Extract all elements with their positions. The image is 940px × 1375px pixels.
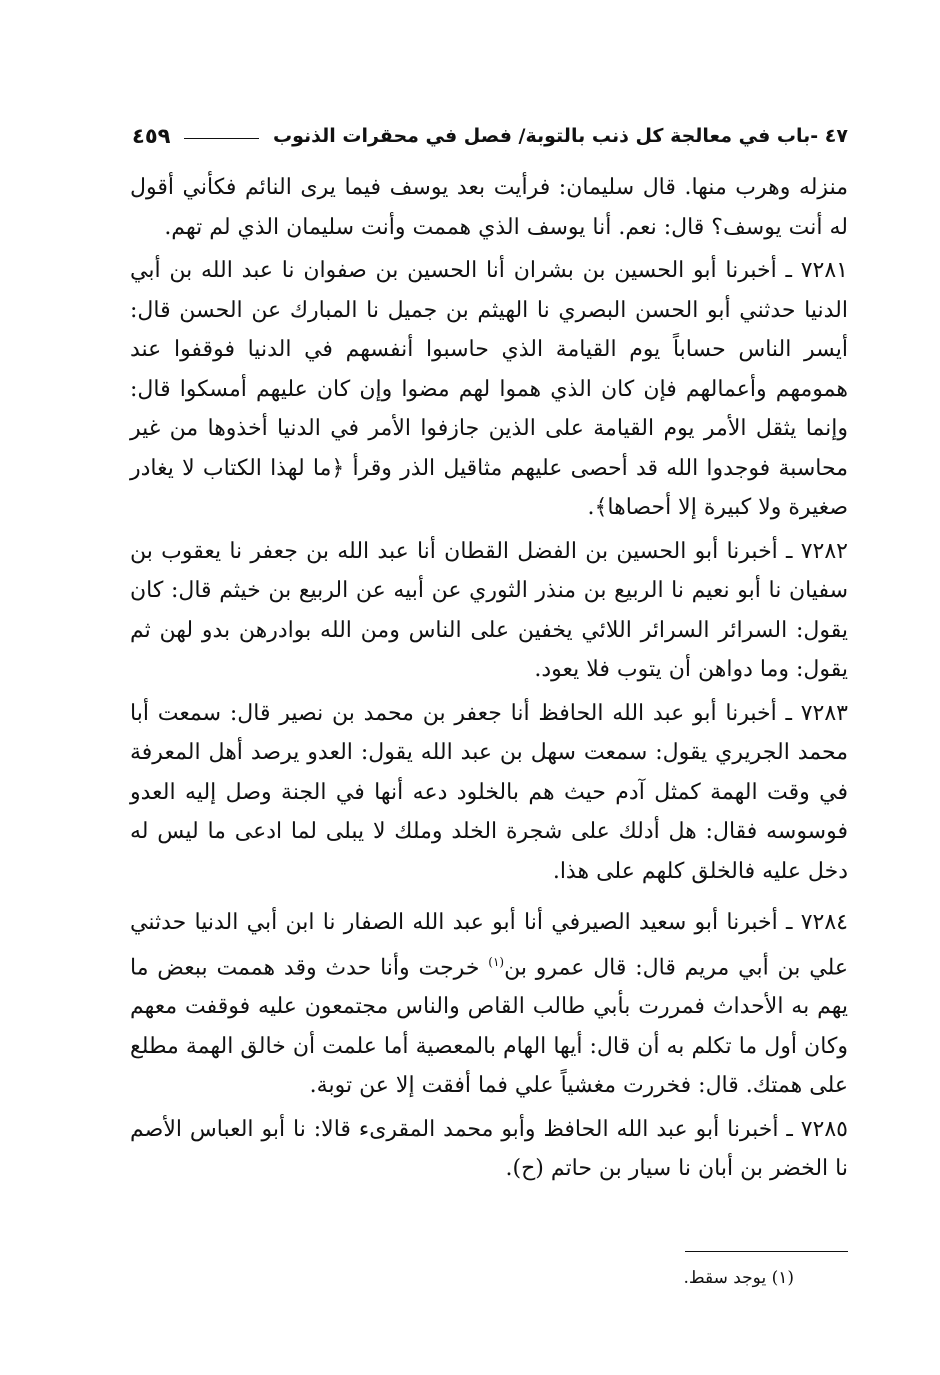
running-title: ٤٧ -باب في معالجة كل ذنب بالتوبة/ فصل في محقرات الذنوب [272,125,848,147]
footnote-marker: (١) [488,954,505,969]
hadith-7284-part-1: ٧٢٨٤ ـ أخبرنا أبو سعيد الصيرفي أنا أبو عبد الله الصفار نا ابن أبي الدنيا حدثني علي بن أبي مريم قال: قال عمرو بن [130,910,848,980]
footnote-rule [685,1251,848,1252]
footnote: (١) يوجد سقط. [683,1268,794,1288]
hadith-7283: ٧٢٨٣ ـ أخبرنا أبو عبد الله الحافظ أنا جعفر بن محمد بن نصير قال: سمعت أبا محمد الجريري يقول: سمعت سهل بن عبد الله يقول: العدو يرصد أهل المعرفة في وقت الهمة كمثل آدم حيث هم بالخلود دعه أنها في الجنة وصل إليه العدو فوسوسه فقال: هل أدلك على شجرة الخلد وملك لا يبلى لما ادعى ما ليس له دخل عليه فالخلق كلهم على هذا. [130,700,848,884]
page-number: ٤٥٩ [132,124,171,148]
paragraph-continuation: منزله وهرب منها. قال سليمان: فرأيت بعد يوسف فيما يرى النائم فكأني أقول له أنت يوسف؟ قال: نعم. أنا يوسف الذي هممت وأنت سليمان الذي لم تهم. [130,175,848,240]
hadith-7284 [130,903,848,1106]
hadith-7284-part-2: خرجت وأنا حدث وقد هممت ببعض ما يهم به الأحداث فمررت بأبي طالب القاص والناس مجتمعون عليه فوقفت معهم وكان أول ما تكلم به أن قال: أيها الهام بالمعصية أما علمت أن خالق الهمة مطلع على همتك. قال: فخررت مغشياً علي فما أفقت إلا عن توبة. [130,954,848,1099]
hadith-7281: ٧٢٨١ ـ أخبرنا أبو الحسين بن بشران أنا الحسين بن صفوان نا عبد الله بن أبي الدنيا حدثني أبو الحسن البصري نا الهيثم بن جميل نا المبارك عن الحسن قال: أيسر الناس حساباً يوم القيامة الذي حاسبوا أنفسهم في الدنيا فوقفوا عند همومهم وأعمالهم فإن كان الذي هموا لهم مضوا وإن كان عليهم أمسكوا قال: وإنما يثقل الأمر يوم القيامة على الذين جازفوا الأمر في الدنيا أخذوها من غير محاسبة فوجدوا الله قد أحصى عليهم مثاقيل الذر وقرأ ﴿ما لهذا الكتاب لا يغادر صغيرة ولا كبيرة إلا أحصاها﴾. [130,258,848,520]
main-text [130,168,848,1189]
hadith-7282: ٧٢٨٢ ـ أخبرنا أبو الحسين بن الفضل القطان أنا عبد الله بن جعفر نا يعقوب بن سفيان نا أبو نعيم نا الربيع بن منذر الثوري عن أبيه عن الربيع بن خيثم قال: كان يقول: السرائر السرائر اللائي يخفين على الناس ومن الله بوادرهن بدو لهن ثم يقول: وما دواهن أن يتوب فلا يعود. [130,538,848,682]
running-header [132,118,848,154]
hadith-7285: ٧٢٨٥ ـ أخبرنا أبو عبد الله الحافظ وأبو محمد المقرىء قالا: نا أبو العباس الأصم نا الخضر بن أبان نا سيار بن حاتم (ح). [130,1116,848,1182]
header-rule [184,138,259,139]
